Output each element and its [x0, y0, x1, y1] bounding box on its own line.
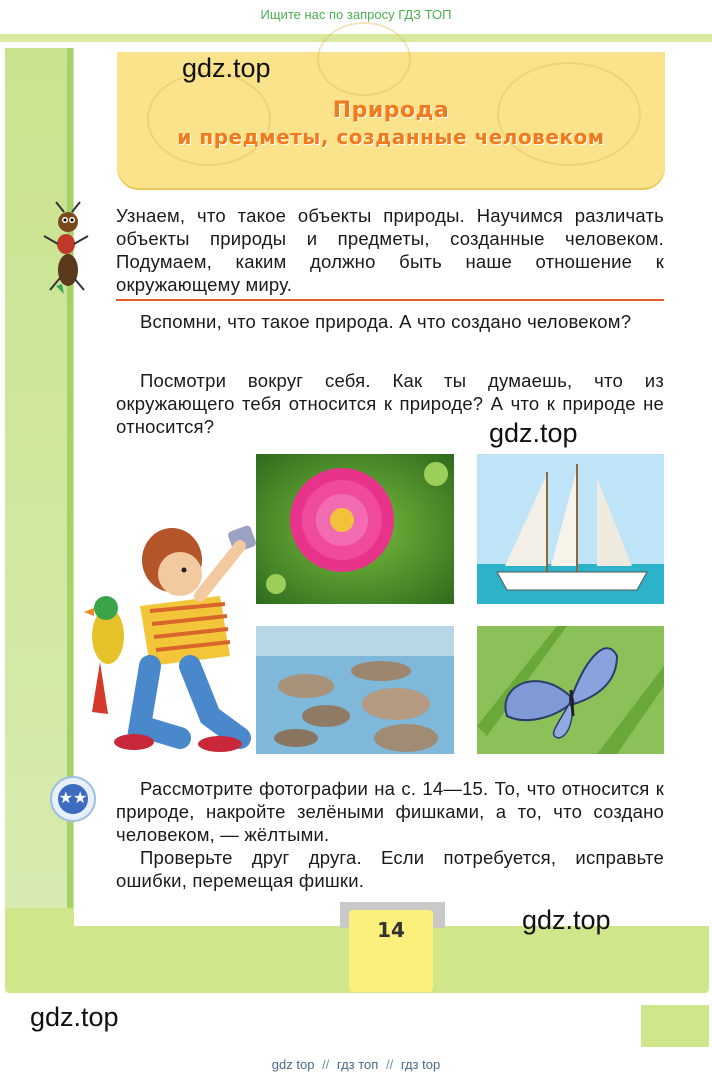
photo-sailboat [477, 454, 664, 604]
task-check: Проверьте друг друга. Если потребуется, исправьте ошибки, перемещая фишки. [116, 847, 664, 891]
watermark: gdz.top [182, 53, 271, 83]
watermark: gdz.top [489, 418, 578, 448]
question-surroundings: Посмотри вокруг себя. Как ты думаешь, что из окружающего тебя относится к природе? А что к природе не относится? [116, 370, 664, 437]
stars-badge-icon: ★★ [50, 776, 96, 822]
footer-separator: // [322, 1057, 330, 1072]
footer-links [0, 1052, 712, 1082]
page-number: 14 [349, 910, 433, 992]
photo-stones [256, 626, 454, 754]
watermark: gdz.top [522, 905, 611, 935]
section-divider [116, 299, 664, 301]
task-photos: Рассмотрите фотографии на с. 14—15. То, что относится к природе, накройте зелёными фишками, а то, что создано человеком, — жёлтыми. [116, 778, 664, 845]
ant-icon [38, 200, 94, 296]
lesson-title-line2: и предметы, созданные человеком [177, 125, 605, 149]
intro-paragraph: Узнаем, что такое объекты природы. Научимся различать объекты природы и предметы, созданные человеком. Подумаем, каким должно быть наше отношение к окружающему миру. [116, 205, 664, 295]
bottom-green-strip [641, 1005, 709, 1047]
question-nature: Вспомни, что такое природа. А что создано человеком? [140, 311, 632, 332]
footer-link-3[interactable]: гдз top [400, 1057, 441, 1072]
footer-link-1[interactable]: gdz top [271, 1057, 315, 1072]
watermark: gdz.top [30, 1002, 119, 1032]
footer-separator: // [385, 1057, 394, 1072]
photo-butterfly [477, 626, 664, 754]
photo-flower [256, 454, 454, 604]
top-search-banner[interactable]: Ищите нас по запросу ГДЗ ТОП [0, 0, 712, 34]
footer-link-2[interactable]: гдз топ [336, 1057, 379, 1072]
lesson-title-line1: Природа [332, 98, 450, 123]
boy-with-camera-illustration [80, 516, 270, 756]
